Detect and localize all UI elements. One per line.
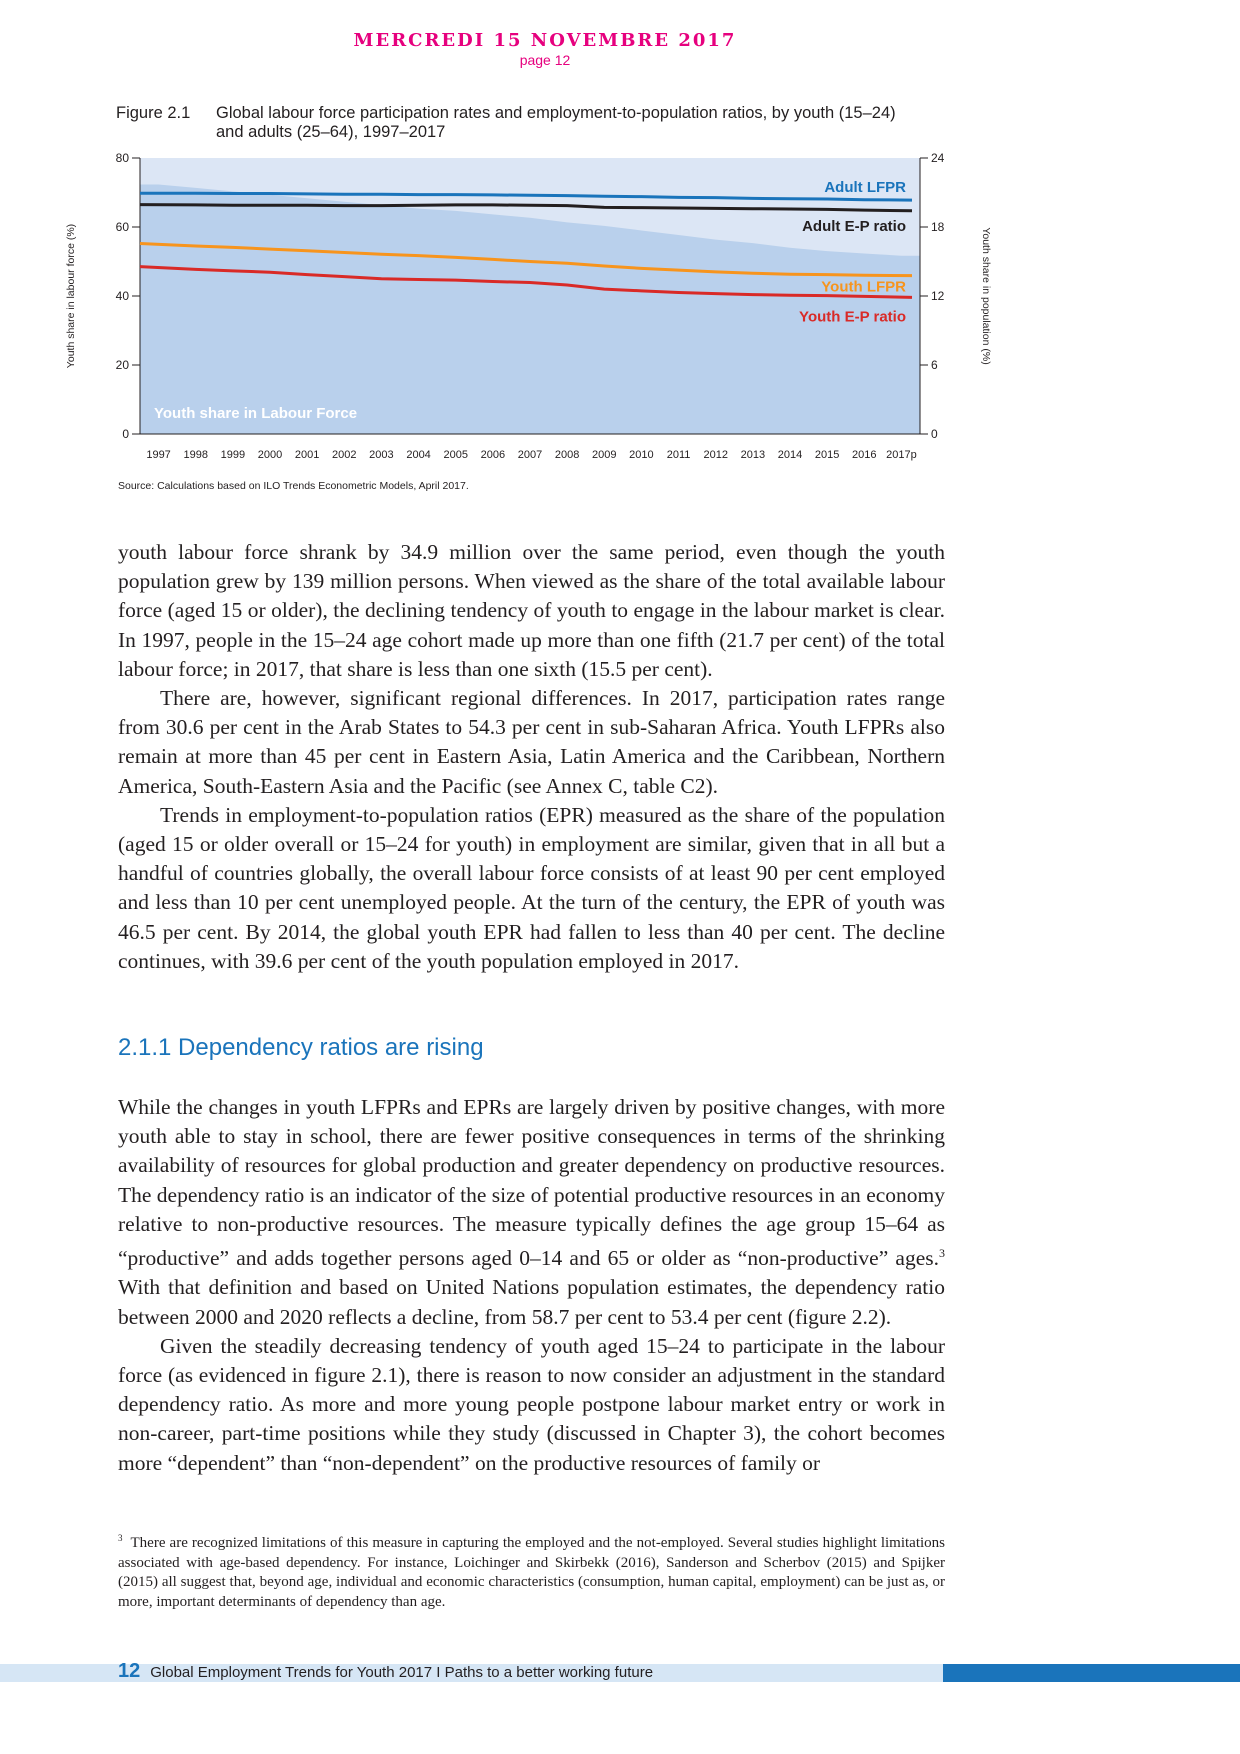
figure-number: Figure 2.1	[116, 104, 191, 122]
figure-2-1-chart	[60, 148, 990, 474]
footer-page-number: 12	[118, 1660, 141, 1682]
footnote-ref: 3	[939, 1246, 945, 1261]
x-tick-label: 2009	[592, 449, 617, 461]
figure-title-text: Global labour force participation rates and employment-to-population ratios, by youth (15–24) and adults (25–64), 1997–2017	[216, 104, 896, 141]
x-tick-label: 2007	[517, 449, 543, 461]
paragraph-3: Trends in employment-to-population ratios (EPR) measured as the share of the population (aged 15 or older overall or 15–24 for youth) in employment are similar, given that in all but a handful of countries globally, the overall labour force consists of at least 90 per cent employed and less than 10 per cent unemployed people. At the turn of the century, the EPR of youth was 46.5 per cent. By 2014, the global youth EPR had fallen to less than 40 per cent. The decline continues, with 39.6 per cent of the youth population employed in 2017.	[118, 802, 945, 973]
x-tick-label: 1998	[183, 449, 208, 461]
section-heading: 2.1.1 Dependency ratios are rising	[118, 1034, 484, 1061]
body-text-lower	[118, 1093, 945, 1478]
footnote-marker: 3	[118, 1533, 123, 1543]
x-tick-label: 2002	[332, 449, 357, 461]
figure-title	[116, 104, 916, 142]
paragraph-5: Given the steadily decreasing tendency of youth aged 15–24 to participate in the labour force (as evidenced in figure 2.1), there is reason to now consider an adjustment in the standard dependency ratio. As more and more young people postpone labour market entry or work in non-career, part-time positions while they study (discussed in Chapter 3), the cohort becomes more “dependent” than “non-dependent” on the productive resources of family or	[118, 1333, 945, 1475]
footer-title: Global Employment Trends for Youth 2017 I Paths to a better working future	[150, 1664, 654, 1681]
y-tick-label-left: 20	[115, 358, 129, 372]
y-axis-title-left: Youth share in labour force (%)	[65, 223, 77, 369]
y-tick-label-right: 18	[931, 220, 945, 234]
series-label: Adult E-P ratio	[802, 217, 906, 235]
paragraph-4	[118, 1093, 945, 1332]
x-tick-label: 1999	[220, 449, 246, 461]
x-tick-label: 2000	[257, 449, 283, 461]
x-tick-label: 2011	[666, 449, 691, 461]
y-tick-label-right: 0	[931, 427, 938, 441]
header-page-ref: page 12	[519, 52, 571, 68]
footer-bar-dark	[943, 1664, 1240, 1682]
header-date: MERCREDI 15 NOVEMBRE 2017	[353, 30, 737, 51]
area-label: Youth share in Labour Force	[154, 405, 358, 422]
x-tick-label: 2017p	[886, 449, 917, 461]
series-label: Adult LFPR	[824, 179, 906, 197]
paragraph-4-end: With that definition and based on United Nations population estimates, the dependency ratio between 2000 and 2020 reflects a decline, from 58.7 per cent to 53.4 per cent (figure 2.2).	[118, 1275, 945, 1329]
x-tick-label: 2006	[480, 449, 506, 461]
figure-source: Source: Calculations based on ILO Trends Econometric Models, April 2017.	[118, 480, 469, 492]
x-tick-label: 2015	[814, 449, 840, 461]
y-tick-label-left: 80	[115, 151, 129, 165]
body-text-upper	[118, 538, 945, 976]
y-tick-label-left: 0	[122, 427, 129, 441]
paragraph-4-text: While the changes in youth LFPRs and EPRs are largely driven by positive changes, with more youth able to stay in school, there are fewer positive consequences in terms of the shrinking availability of resources for global production and greater dependency on productive resources. The dependency ratio is an indicator of the size of potential productive resources in an economy relative to non-productive resources. The measure typically defines the age group 15–64 as “productive” and adds together persons aged 0–14 and 65 or older as “non-productive” ages.	[118, 1095, 945, 1271]
footer	[118, 1660, 653, 1683]
x-tick-label: 2013	[740, 449, 766, 461]
y-axis-title-right: Youth share in population (%)	[980, 227, 992, 365]
y-tick-label-right: 12	[931, 289, 945, 303]
x-tick-label: 2016	[852, 449, 877, 461]
series-label: Youth E-P ratio	[799, 308, 906, 326]
series-label: Youth LFPR	[821, 278, 906, 296]
x-tick-label: 2010	[629, 449, 654, 461]
x-tick-label: 2012	[703, 449, 728, 461]
x-tick-label: 2014	[777, 449, 803, 461]
footnote-text: There are recognized limitations of this measure in capturing the employed and the not-employed. Several studies highlight limitations associated with age-based dependency. For instance, Loichinger and Skirbekk (2016), Sanderson and Scherbov (2015) and Spijker (2015) all suggest that, beyond age, individual and economic characteristics (consumption, human capital, employment) can be just as, or more, important determinants of dependency than age.	[118, 1535, 945, 1610]
x-tick-label: 2008	[554, 449, 580, 461]
y-tick-label-right: 24	[931, 151, 945, 165]
y-tick-label-right: 6	[931, 358, 938, 372]
paragraph-2: There are, however, significant regional differences. In 2017, participation rates range from 30.6 per cent in the Arab States to 54.3 per cent in sub-Saharan Africa. Youth LFPRs also remain at more than 45 per cent in Eastern Asia, Latin America and the Caribbean, Northern America, South-Eastern Asia and the Pacific (see Annex C, table C2).	[118, 686, 945, 798]
footnote	[118, 1529, 945, 1612]
y-tick-label-left: 40	[115, 289, 129, 303]
x-tick-label: 2003	[369, 449, 394, 461]
x-tick-label: 1997	[146, 449, 171, 461]
x-tick-label: 2005	[443, 449, 468, 461]
x-tick-label: 2004	[406, 449, 431, 461]
x-tick-label: 2001	[294, 449, 320, 461]
paragraph-1: youth labour force shrank by 34.9 million over the same period, even though the youth population grew by 139 million persons. When viewed as the share of the total available labour force (aged 15 or older), the declining tendency of youth to engage in the labour market is clear. In 1997, people in the 15–24 age cohort made up more than one fifth (21.7 per cent) of the total labour force; in 2017, that share is less than one sixth (15.5 per cent).	[118, 540, 945, 681]
y-tick-label-left: 60	[115, 220, 129, 234]
